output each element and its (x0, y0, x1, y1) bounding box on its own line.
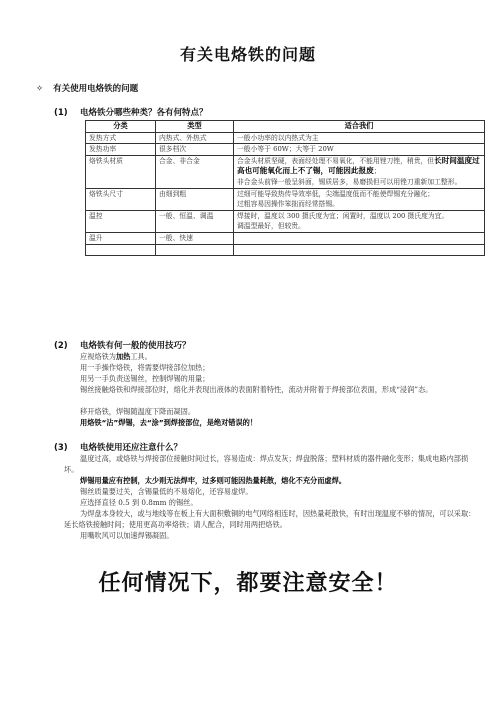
bold-text: 加热 (115, 352, 131, 361)
table-header: 类型 (156, 121, 234, 133)
table-cell: 温控 (86, 210, 156, 232)
table-cell (156, 244, 234, 255)
table-row (86, 244, 485, 255)
table-cell: 烙铁头材质 (86, 155, 156, 188)
text: 工具。 (130, 352, 152, 361)
table-cell: 一般小功率的以内热式为主 (234, 132, 485, 144)
question-1 (54, 106, 208, 118)
page-title: 有关电烙铁的问题 (179, 45, 316, 64)
table-cell: 发热方式 (86, 132, 156, 144)
paragraph-bold: 焊锡用量应有控制，太少则无法焊牢，过多则可能因热量耗散，熔化不充分而虚焊。 (80, 476, 346, 485)
section-heading (36, 82, 138, 94)
cell-bold-text: 长时间温度过高也可能氧化而上不了锡，可能因此报废 (237, 155, 480, 176)
table-cell: 合金、非合金 (156, 155, 234, 188)
cell-text: 合金头材质坚硬，表面经处理不易氧化，不能用锉刀锉，稍贵，但 (237, 156, 435, 165)
table-cell: 很多档次 (156, 144, 234, 156)
paragraph: 用一手操作烙铁，将需要焊接部位加热； (80, 363, 210, 372)
table-cell (234, 155, 485, 188)
cell-text: ； (373, 167, 381, 176)
table-cell (86, 244, 156, 255)
question-number: (2) (54, 341, 68, 351)
table-row (86, 188, 485, 210)
table-cell (234, 244, 485, 255)
paragraph-bold: 用烙铁“沾”焊锡，去“涂”到焊接部位，是绝对错误的！ (80, 418, 258, 427)
cell-text: 过细可能导致热传导效率低，尖端温度低而不能使焊锡充分融化； (237, 189, 435, 198)
question-number: (1) (54, 108, 68, 118)
table-cell: 一般小等于 60W；大等于 20W (234, 144, 485, 156)
table-header-row (86, 121, 485, 133)
question-text: 电烙铁使用还应注意什么？ (80, 443, 183, 453)
paragraph: 用嘴吹风可以加速焊锡凝固。 (80, 531, 174, 540)
table-cell: 内热式、外热式 (156, 132, 234, 144)
paragraph: 锡丝接触烙铁和焊接部位时，熔化并表现出液体的表面附着特性，流动并附着于焊接部位表面，形成“浸润”态。 (80, 385, 433, 394)
question-number: (3) (54, 443, 68, 453)
table-cell: 由细到粗 (156, 188, 234, 210)
cell-text: 调温型最好，但较贵。 (237, 222, 305, 231)
paragraph: 移开烙铁，焊锡随温度下降而凝固。 (80, 407, 196, 416)
table-row (86, 144, 485, 156)
section-heading-text: 有关使用电烙铁的问题 (53, 84, 139, 94)
question-text: 电烙铁分哪些种类？各有何特点？ (80, 108, 208, 118)
safety-warning: 任何情况下，都要注意安全！ (98, 571, 398, 596)
table-cell: 一般、恒温、调温 (156, 210, 234, 232)
cell-text: 过粗容易因操作笨拙而经常搭锡。 (237, 200, 339, 209)
table-row (86, 232, 485, 244)
table-cell (234, 188, 485, 210)
diamond-star-icon: ✧ (36, 84, 44, 94)
cell-text: 焊接时，温度以 300 摄氏度为宜；闲置时，温度以 200 摄氏度为宜。 (237, 211, 449, 220)
question-2 (54, 339, 191, 351)
cell-text: 非合金头前锋一般呈斜面，锡质居多，易磨损但可以用锉刀重新加工整形。 (237, 177, 462, 186)
text: 应视烙铁为 (80, 352, 116, 361)
paragraph: 温度过高，或烙铁与焊接部位接触时间过长，容易造成：焊点发灰；焊盘脱落；塑料材质的器件融化变形；集成电路内部损坏。 (64, 454, 469, 474)
table-cell: 一般、快速 (156, 232, 234, 244)
question-3 (54, 441, 182, 453)
iron-types-table (85, 120, 485, 256)
paragraph: 为焊盘本身较大，或与地线等在板上有大面积敷铜的电气网络相连时，因热量耗散快，有时出现温度不够的情况，可以采取：延长烙铁接触时间；使用更高功率烙铁；请人配合，同时用两把烙铁。 (64, 509, 476, 529)
table-cell: 烙铁头尺寸 (86, 188, 156, 210)
paragraph: 锡丝质量要过关，含锡量低的不易熔化，还容易虚焊。 (80, 487, 253, 496)
table-cell: 温升 (86, 232, 156, 244)
table-row (86, 210, 485, 232)
paragraph: 应选择直径 0.5 到 0.8mm 的锡丝。 (80, 498, 198, 507)
paragraph (80, 351, 470, 362)
table-row (86, 132, 485, 144)
table-cell (234, 210, 485, 232)
table-cell (234, 232, 485, 244)
paragraph: 用另一手负责送锡丝，控制焊锡的用量； (80, 374, 210, 383)
table-row (86, 155, 485, 188)
table-header: 分类 (86, 121, 156, 133)
table-cell: 发热功率 (86, 144, 156, 156)
question-text: 电烙铁有何一般的使用技巧？ (80, 341, 191, 351)
table-header: 适合我们 (234, 121, 485, 133)
